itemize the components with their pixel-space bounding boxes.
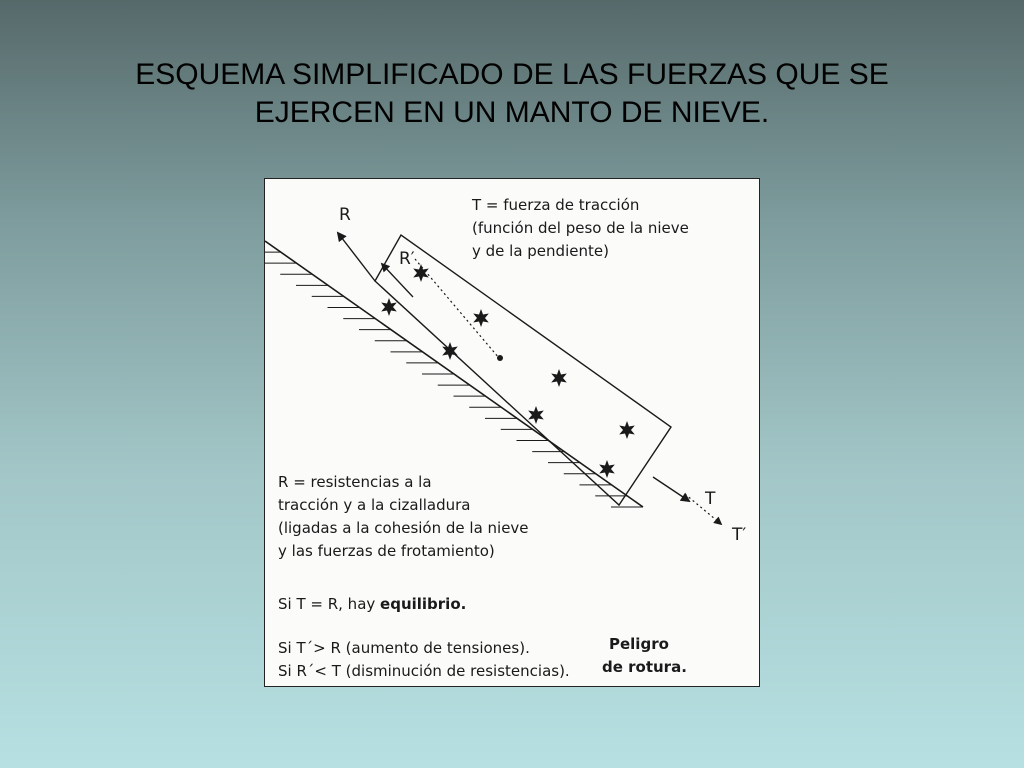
label-T: T [705, 489, 716, 509]
snow-crystal-star [381, 298, 397, 316]
snow-crystal-star [551, 369, 567, 387]
snow-crystal-star [413, 264, 429, 282]
T-definition-line-3: y de la pendiente) [472, 242, 609, 260]
R-definition-line-4: y las fuerzas de frotamiento) [278, 542, 495, 560]
danger-line-2: de rotura. [602, 658, 687, 676]
slab-center-point [497, 355, 503, 361]
R-definition-line-2: tracción y a la cizalladura [278, 496, 471, 514]
R-definition-line-1: R = resistencias a la [278, 473, 432, 491]
slide-title-line-2: EJERCEN EN UN MANTO DE NIEVE. [254, 96, 770, 129]
arrow-T-prime [685, 494, 721, 524]
snow-crystal-star [473, 309, 489, 327]
snow-crystal-star [619, 421, 635, 439]
danger-line-1: Peligro [609, 635, 669, 653]
diagram-canvas [265, 179, 760, 687]
condition-2: Si R´< T (disminución de resistencias). [278, 662, 570, 680]
T-definition-line-1: T = fuerza de tracción [472, 196, 640, 214]
snow-crystal-star [528, 406, 544, 424]
label-R-prime: R′ [399, 249, 415, 269]
equilibrium-word: equilibrio. [380, 595, 467, 613]
R-definition-line-3: (ligadas a la cohesión de la nieve [278, 519, 529, 537]
arrow-R [338, 233, 375, 281]
snow-crystal-star [599, 460, 615, 478]
equilibrium-statement [278, 595, 466, 613]
slide-title-line-1: ESQUEMA SIMPLIFICADO DE LAS FUERZAS QUE SE [135, 58, 889, 91]
condition-1: Si T´> R (aumento de tensiones). [278, 639, 530, 657]
snowpack-force-diagram [264, 178, 760, 687]
arrow-T [653, 477, 689, 501]
snow-crystals [381, 264, 635, 478]
label-R: R [339, 205, 351, 225]
slide-title [0, 56, 1024, 132]
T-definition-line-2: (función del peso de la nieve [472, 219, 689, 237]
equilibrium-prefix: Si T = R, hay [278, 595, 381, 613]
internal-tension-dotted-line [415, 259, 499, 358]
label-T-prime: T′ [732, 525, 747, 545]
